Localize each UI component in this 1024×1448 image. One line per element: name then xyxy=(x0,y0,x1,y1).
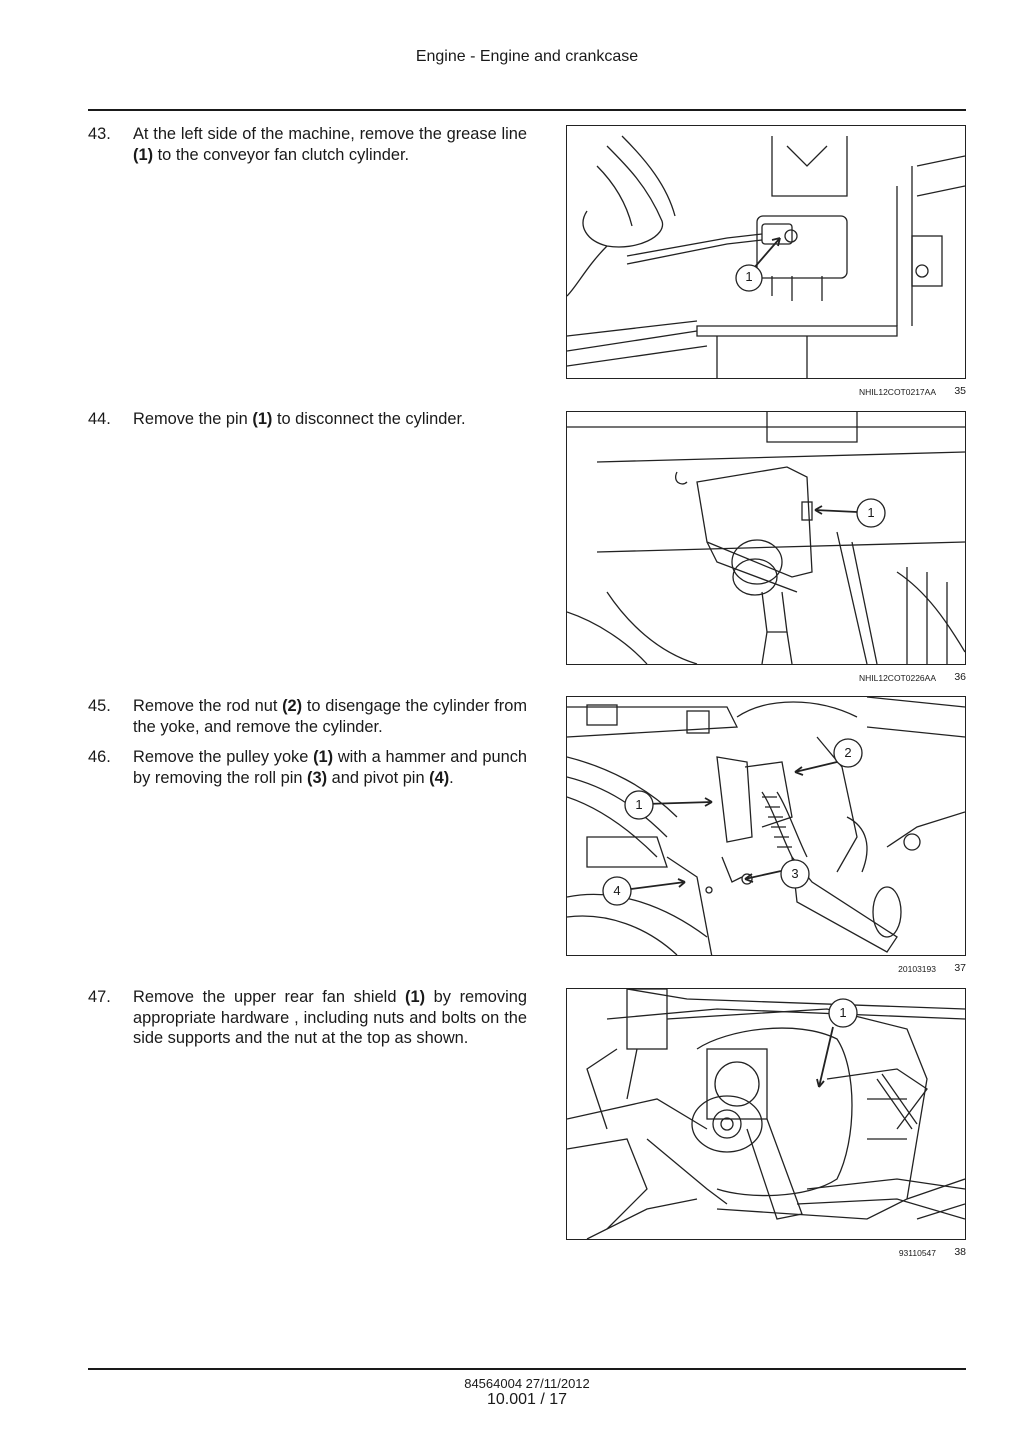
figure-38-caption xyxy=(566,1246,966,1260)
figure-35-caption xyxy=(566,385,966,399)
callout-label: 4 xyxy=(613,883,621,898)
figure-number: 38 xyxy=(954,1246,966,1258)
callout-label: 1 xyxy=(745,269,753,284)
footer-page-number: 10.001 / 17 xyxy=(486,1391,568,1408)
step-number: 43. xyxy=(88,125,111,143)
page-header-title: Engine - Engine and crankcase xyxy=(415,48,639,65)
callout-label: 3 xyxy=(791,866,799,881)
step-text: Remove the upper rear fan shield (1) by removing appropriate hardware , including nuts and bolts on the side supports and the nut at the top as shown. xyxy=(133,988,527,1047)
figure-code: NHIL12COT0226AA xyxy=(858,673,936,683)
step-text: Remove the pulley yoke (1) with a hammer and punch by removing the roll pin (3) and pivot pin (4). xyxy=(133,748,528,787)
step-text: Remove the pin (1) to disconnect the cylinder. xyxy=(133,410,466,428)
step-44 xyxy=(88,409,527,430)
step-45 xyxy=(88,696,527,737)
step-number: 44. xyxy=(88,410,111,428)
figure-37-caption xyxy=(566,962,966,976)
step-number: 45. xyxy=(88,697,111,715)
header-rule xyxy=(88,109,966,111)
step-number: 46. xyxy=(88,748,111,766)
step-43 xyxy=(88,124,527,165)
callout-label: 1 xyxy=(867,505,875,520)
footer-document-reference: 84564004 27/11/2012 xyxy=(464,1376,590,1391)
step-text: Remove the rod nut (2) to disengage the cylinder from the yoke, and remove the cylinder. xyxy=(133,697,527,736)
figure-38-illustration xyxy=(566,988,966,1240)
figure-number: 35 xyxy=(954,385,966,397)
figure-37-illustration xyxy=(566,696,966,956)
step-text: At the left side of the machine, remove the grease line (1) to the conveyor fan clutch cylinder. xyxy=(133,125,527,164)
callout-label: 1 xyxy=(635,797,643,812)
figure-35-illustration xyxy=(566,125,966,379)
figure-code: NHIL12COT0217AA xyxy=(858,387,936,397)
callout-label: 2 xyxy=(844,745,852,760)
figure-number: 37 xyxy=(954,962,966,974)
figure-code: 93110547 xyxy=(898,1248,936,1258)
step-46 xyxy=(88,747,527,788)
figure-number: 36 xyxy=(954,671,966,683)
step-number: 47. xyxy=(88,988,111,1006)
step-47 xyxy=(88,987,527,1049)
callout-label: 1 xyxy=(839,1005,847,1020)
footer-rule xyxy=(88,1368,966,1370)
figure-36-caption xyxy=(566,671,966,685)
figure-code: 20103193 xyxy=(898,964,936,974)
figure-36-illustration xyxy=(566,411,966,665)
